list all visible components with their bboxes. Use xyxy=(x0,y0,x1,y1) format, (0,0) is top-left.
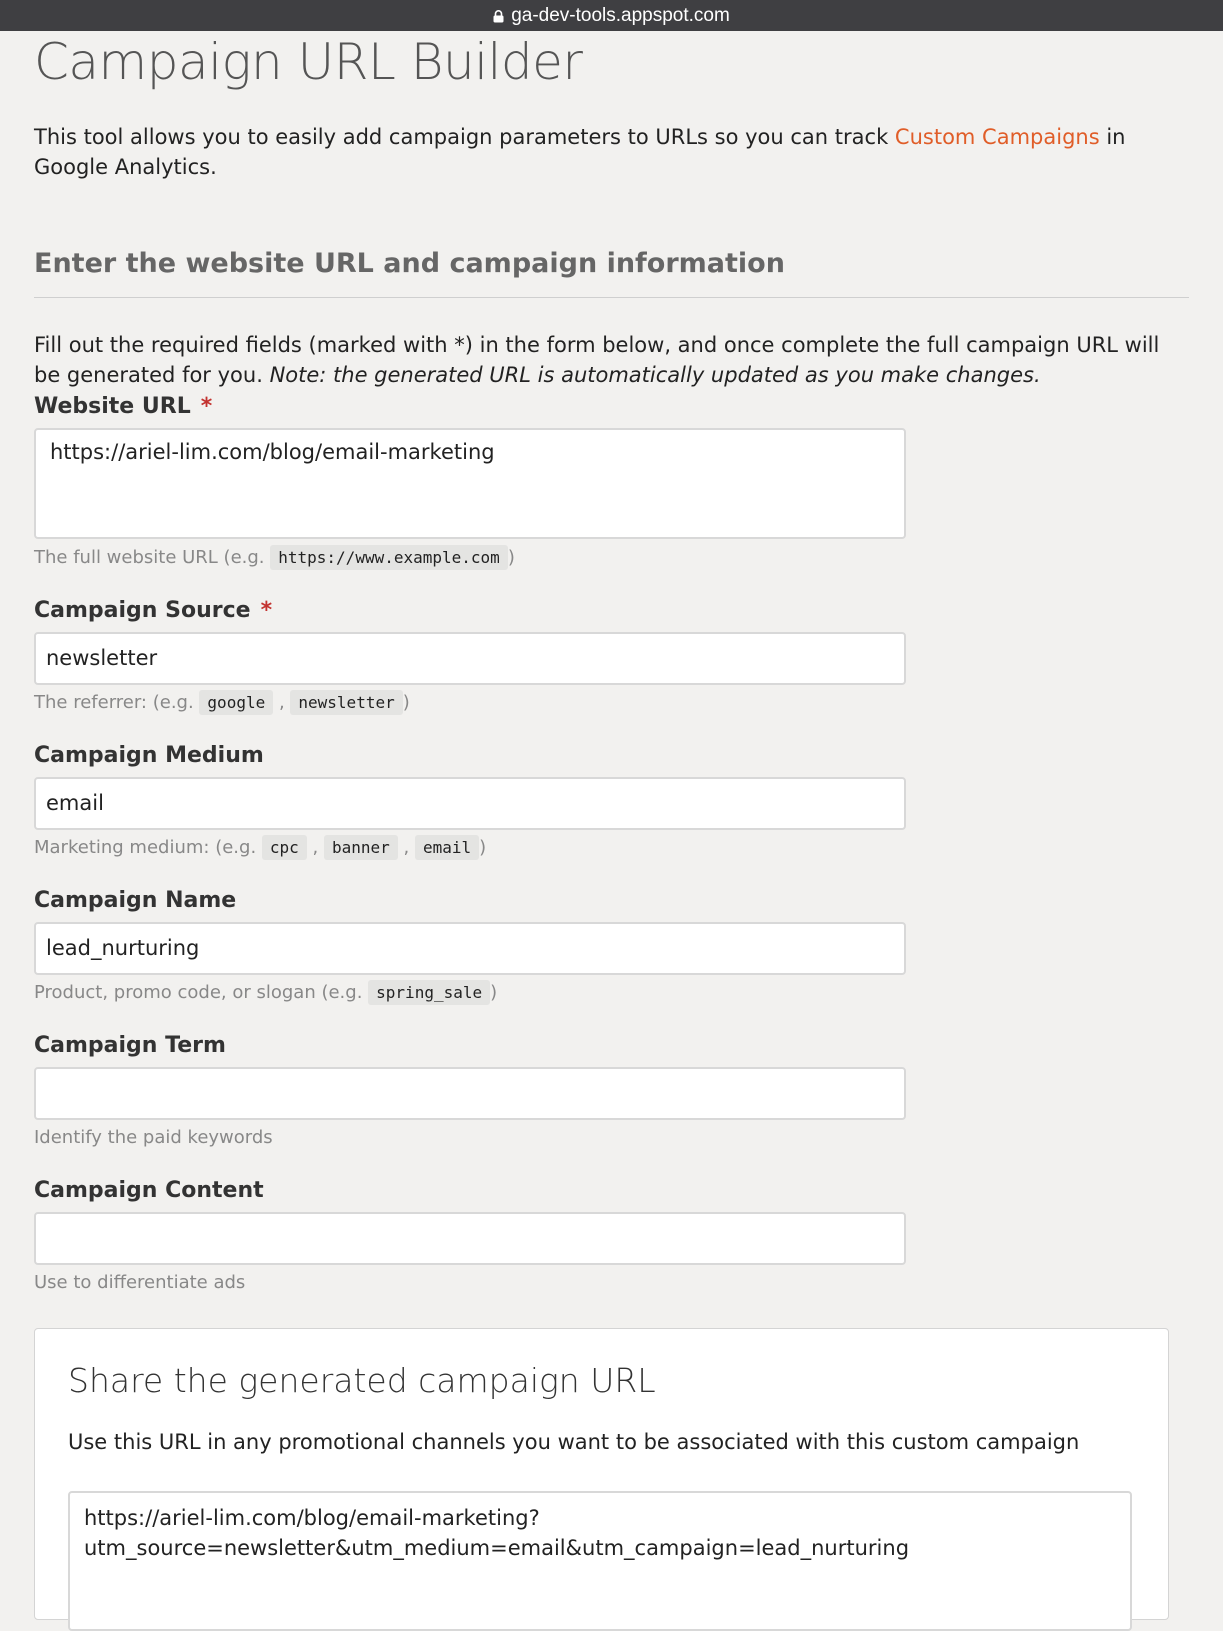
required-marker: * xyxy=(200,394,213,419)
campaign-medium-hint-example: email xyxy=(415,835,479,860)
website-url-field[interactable] xyxy=(34,428,906,539)
campaign-name-value: lead_nurturing xyxy=(46,936,200,960)
campaign-name-hint-end: ) xyxy=(490,982,498,1003)
campaign-source-hint-end: ) xyxy=(402,692,410,713)
intro-text-end: in Google Analytics. xyxy=(34,125,1126,179)
generated-url-field[interactable] xyxy=(68,1491,1132,1631)
campaign-source-field[interactable] xyxy=(34,632,906,685)
website-url-hint xyxy=(34,544,515,572)
campaign-source-value: newsletter xyxy=(46,646,158,670)
page-title: Campaign URL Builder xyxy=(34,33,583,91)
campaign-term-label: Campaign Term xyxy=(34,1033,226,1058)
section-heading: Enter the website URL and campaign information xyxy=(34,248,785,279)
campaign-content-label: Campaign Content xyxy=(34,1178,264,1203)
campaign-medium-value: email xyxy=(46,791,104,815)
hint-separator: , xyxy=(306,837,324,858)
intro-text-start: This tool allows you to easily add campaign parameters to URLs so you can track xyxy=(34,125,895,149)
website-url-label xyxy=(34,392,212,422)
website-url-value: https://ariel-lim.com/blog/email-marketing xyxy=(50,440,495,464)
campaign-medium-hint xyxy=(34,834,486,862)
campaign-term-field[interactable] xyxy=(34,1067,906,1120)
custom-campaigns-link[interactable]: Custom Campaigns xyxy=(894,125,1100,149)
form-instructions xyxy=(34,330,1184,390)
share-url-card xyxy=(34,1328,1169,1620)
lock-icon xyxy=(493,10,504,23)
campaign-source-hint xyxy=(34,689,410,717)
intro-text xyxy=(34,122,1184,182)
browser-url: ga-dev-tools.appspot.com xyxy=(511,4,730,26)
campaign-medium-hint-example: banner xyxy=(324,835,398,860)
hint-separator: , xyxy=(397,837,415,858)
campaign-medium-hint-text: Marketing medium: (e.g. xyxy=(34,837,262,858)
share-description: Use this URL in any promotional channels you want to be associated with this custom campaign xyxy=(68,1430,1080,1454)
campaign-source-label xyxy=(34,596,272,626)
website-url-label-text: Website URL xyxy=(34,394,191,419)
share-title: Share the generated campaign URL xyxy=(68,1361,656,1400)
generated-url-line: utm_source=newsletter&utm_medium=email&utm_campaign=lead_nurturing xyxy=(84,1536,910,1560)
campaign-name-field[interactable] xyxy=(34,922,906,975)
instructions-note: Note: the generated URL is automatically updated as you make changes. xyxy=(269,363,1041,387)
campaign-medium-hint-example: cpc xyxy=(262,835,307,860)
campaign-content-hint: Use to differentiate ads xyxy=(34,1272,246,1293)
campaign-content-field[interactable] xyxy=(34,1212,906,1265)
required-marker: * xyxy=(260,598,273,623)
browser-address-bar[interactable] xyxy=(0,0,1223,31)
campaign-source-hint-text: The referrer: (e.g. xyxy=(34,692,200,713)
section-divider xyxy=(34,297,1189,298)
campaign-name-hint-text: Product, promo code, or slogan (e.g. xyxy=(34,982,369,1003)
campaign-source-label-text: Campaign Source xyxy=(34,598,251,623)
website-url-hint-text: The full website URL (e.g. xyxy=(34,547,271,568)
campaign-name-hint xyxy=(34,979,497,1007)
campaign-medium-label: Campaign Medium xyxy=(34,743,264,768)
campaign-term-hint: Identify the paid keywords xyxy=(34,1127,273,1148)
campaign-name-hint-example: spring_sale xyxy=(368,980,490,1005)
campaign-source-hint-example: newsletter xyxy=(290,690,402,715)
website-url-hint-end: ) xyxy=(507,547,515,568)
campaign-source-hint-example: google xyxy=(199,690,273,715)
hint-separator: , xyxy=(273,692,291,713)
campaign-name-label: Campaign Name xyxy=(34,888,237,913)
instructions-text: Fill out the required fields (marked with *) in the form below, and once complete the full campaign URL will be generated for you. xyxy=(34,333,1160,387)
campaign-medium-hint-end: ) xyxy=(479,837,487,858)
campaign-medium-field[interactable] xyxy=(34,777,906,830)
generated-url-line: https://ariel-lim.com/blog/email-marketing? xyxy=(84,1506,540,1530)
website-url-hint-example: https://www.example.com xyxy=(270,545,508,570)
